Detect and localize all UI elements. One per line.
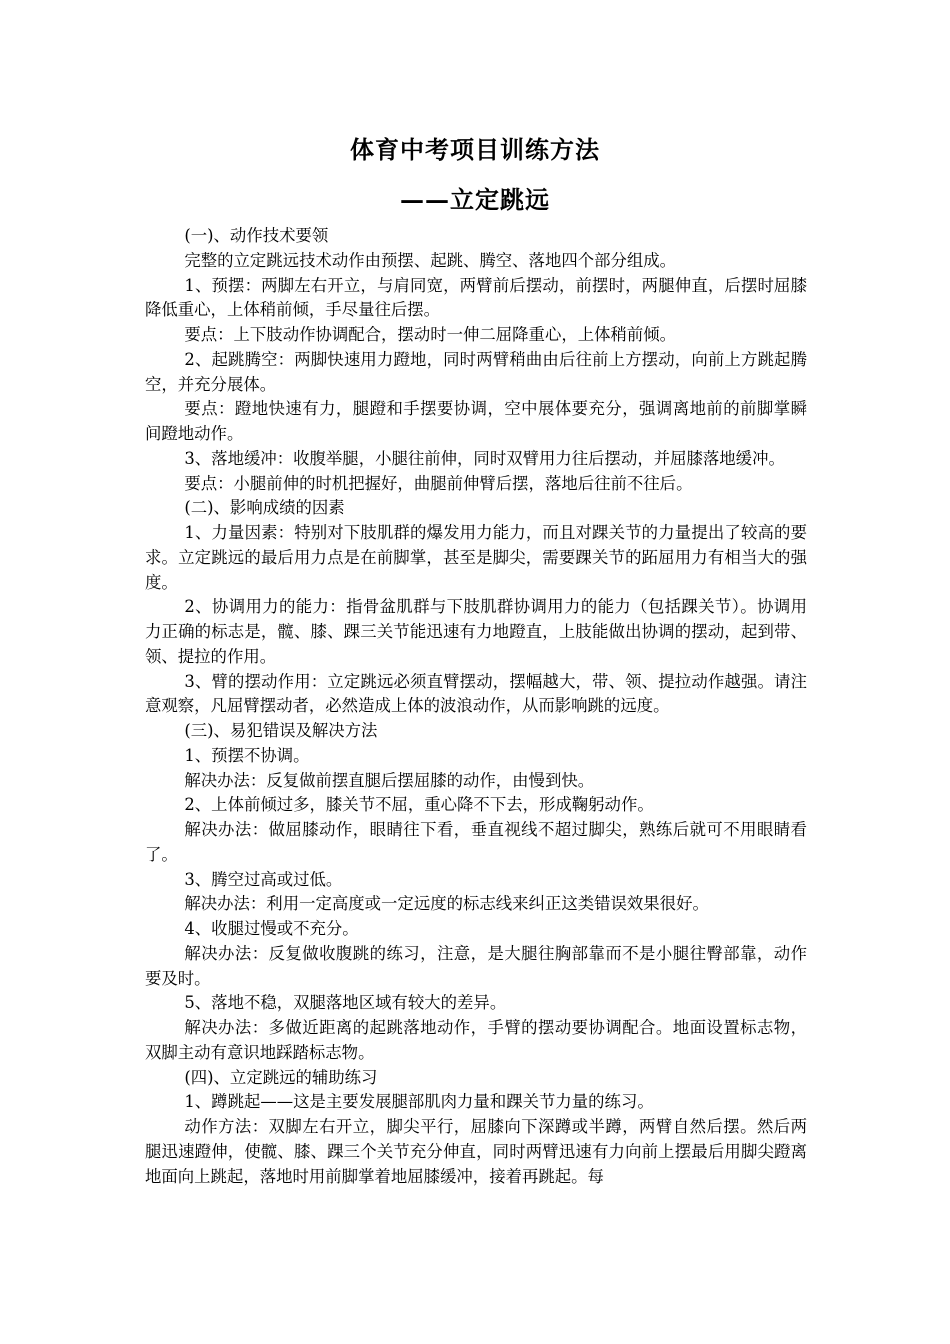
paragraph: 要点：小腿前伸的时机把握好，曲腿前伸臂后摆，落地后往前不往后。: [184, 473, 693, 493]
paragraph: (三)、易犯错误及解决方法: [184, 721, 378, 740]
paragraph: 要点：上下肢动作协调配合，摆动时一伸二屈降重心，上体稍前倾。: [184, 325, 677, 344]
paragraph: (二)、影响成绩的因素: [184, 498, 345, 518]
paragraph: 1、力量因素：特别对下肢肌群的爆发用力能力，而且对踝关节的力量提出了较高的要求。立定跳远的最后用力点是在前脚掌，甚至是脚尖，需要踝关节的跖屈用力有相当大的强度。: [145, 523, 807, 592]
paragraph: 解决办法：做屈膝动作，眼睛往下看，垂直视线不超过脚尖，熟练后就可不用眼睛看了。: [145, 820, 807, 864]
paragraph: 4、收腿过慢或不充分。: [184, 919, 359, 938]
paragraph: 解决办法：利用一定高度或一定远度的标志线来纠正这类错误效果很好。: [184, 894, 709, 914]
paragraph: 2、起跳腾空：两脚快速用力蹬地，同时两臂稍曲由后往前上方摆动，向前上方跳起腾空，并充分展体。: [145, 349, 807, 394]
paragraph: 1、蹲跳起——这是主要发展腿部肌肉力量和踝关节力量的练习。: [184, 1092, 654, 1112]
paragraph: 1、预摆：两脚左右开立，与肩同宽，两臂前后摆动，前摆时，两腿伸直，后摆时屈膝降低重心，上体稍前倾，手尽量往后摆。: [145, 275, 807, 320]
paragraph: 3、落地缓冲：收腹举腿，小腿往前伸，同时双臂用力往后摆动，并屈膝落地缓冲。: [184, 448, 785, 468]
paragraph: 3、腾空过高或过低。: [184, 869, 343, 889]
paragraph: (四)、立定跳远的辅助练习: [184, 1067, 378, 1087]
paragraph: (一)、动作技术要领: [184, 226, 329, 245]
paragraph: 动作方法：双脚左右开立，脚尖平行，屈膝向下深蹲或半蹲，两臂自然后摆。然后两腿迅速蹬伸，使髋、膝、踝三个关节充分伸直，同时两臂迅速有力向前上摆最后用脚尖蹬离地面向上跳起，落地时用前脚掌着地屈膝缓冲，接着再跳起。每: [145, 1117, 807, 1186]
paragraph: 解决办法：反复做收腹跳的练习，注意，是大腿往胸部靠而不是小腿往臀部靠，动作要及时。: [145, 943, 807, 988]
paragraph: 解决办法：反复做前摆直腿后摆屈膝的动作，由慢到快。: [184, 770, 595, 790]
paragraph: 解决办法：多做近距离的起跳落地动作，手臂的摆动要协调配合。地面设置标志物，双脚主动有意识地踩踏标志物。: [145, 1018, 807, 1062]
paragraph: 1、预摆不协调。: [184, 745, 310, 765]
paragraph: 5、落地不稳，双腿落地区域有较大的差异。: [184, 993, 507, 1013]
document-subtitle: ——立定跳远: [400, 185, 550, 214]
paragraph: 完整的立定跳远技术动作由预摆、起跳、腾空、落地四个部分组成。: [184, 250, 677, 270]
paragraph: 要点：蹬地快速有力，腿蹬和手摆要协调，空中展体要充分，强调离地前的前脚掌瞬间蹬地动作。: [145, 399, 807, 443]
paragraph: 2、上体前倾过多，膝关节不屈，重心降不下去，形成鞠躬动作。: [184, 795, 654, 815]
paragraph: 3、臂的摆动作用：立定跳远必须直臂摆动，摆幅越大，带、领、提拉动作越强。请注意观察，凡屈臂摆动者，必然造成上体的波浪动作，从而影响跳的远度。: [145, 671, 807, 716]
document-title: 体育中考项目训练方法: [350, 135, 600, 164]
paragraph: 2、协调用力的能力：指骨盆肌群与下肢肌群协调用力的能力（包括踝关节）。协调用力正确的标志是，髋、膝、踝三关节能迅速有力地蹬直，上肢能做出协调的摆动，起到带、领、提拉的作用。: [145, 597, 807, 666]
document-body: [145, 224, 807, 1189]
